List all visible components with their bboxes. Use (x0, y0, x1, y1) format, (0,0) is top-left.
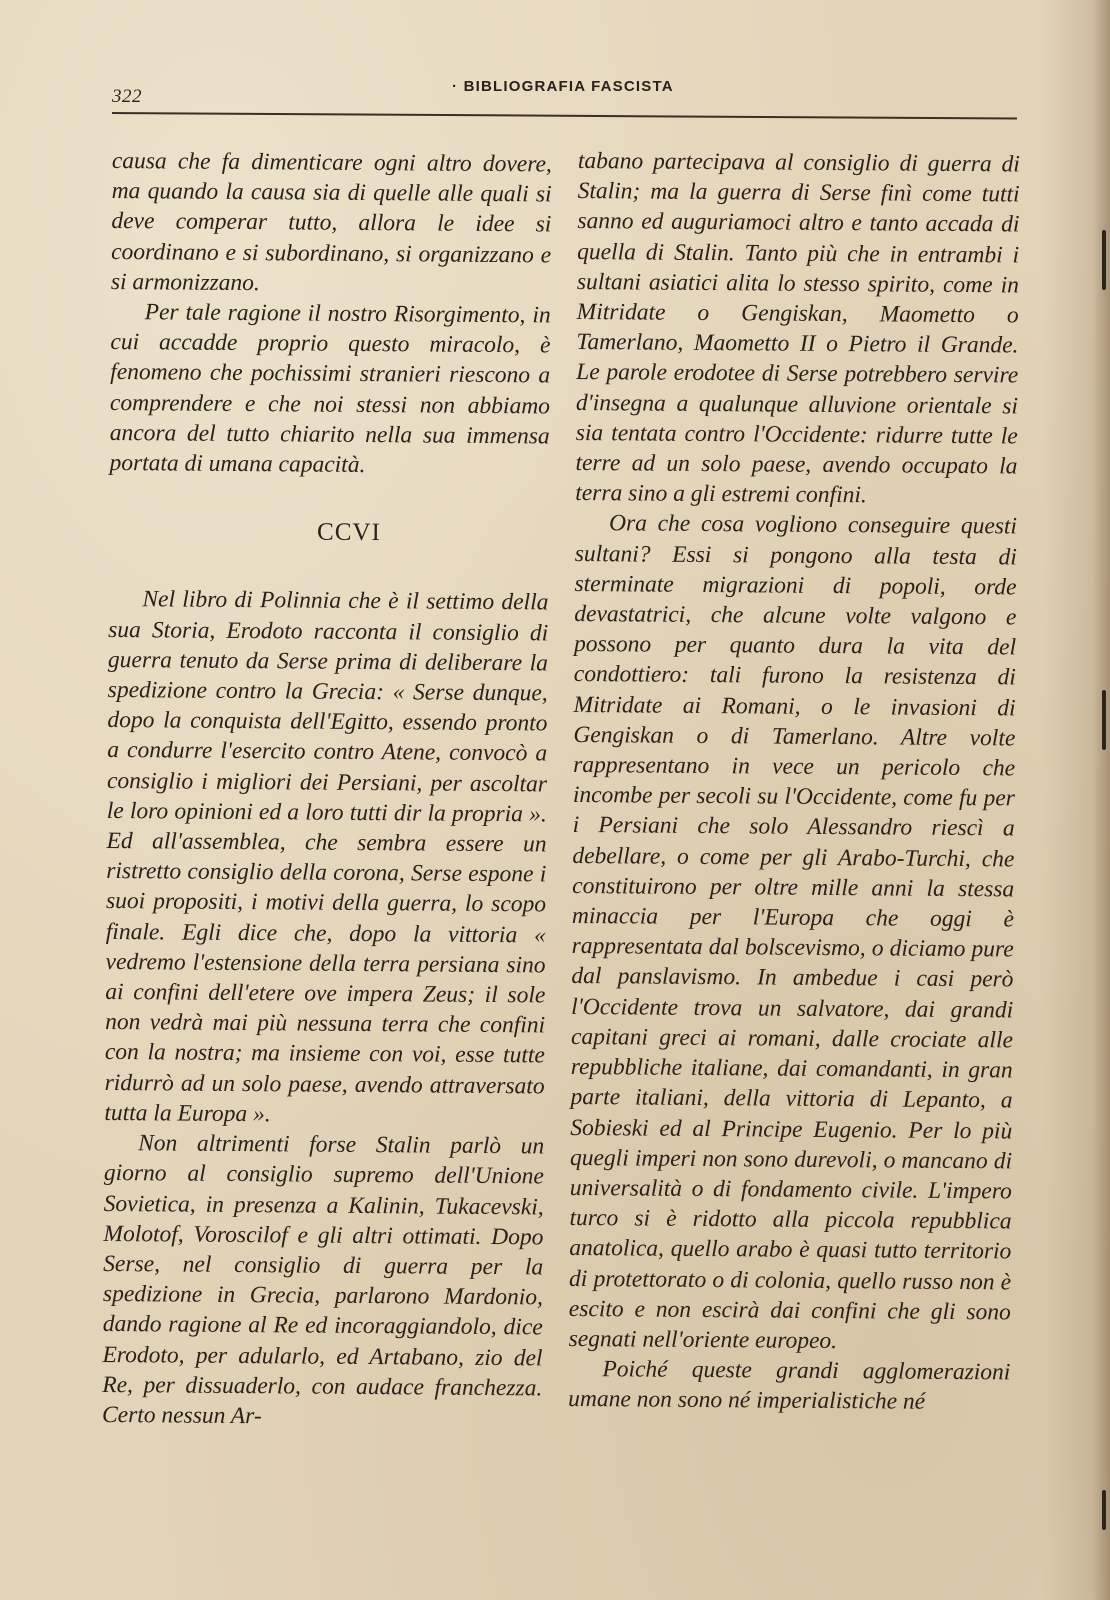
running-head (112, 78, 1020, 114)
paragraph: tabano partecipava al consiglio di guerra di Stalin; ma la guerra di Serse finì come tutti sanno ed auguriamoci altro e tanto accada di quella di Stalin. Tanto più che in entrambi i sultani asiatici alita lo stesso spirito, come in Mitridate o Gengiskan, Maometto o Tamerlano, Maometto II o Pietro il Grande. Le parole erodotee di Serse potrebbero servire d'insegna a qualunque alluvione orientale si sia tentata contro l'Occidente: ridurre tutte le terre ad un solo paese, avendo occupato la terra sino a gli estremi confini. (575, 147, 1020, 509)
section-heading: CCVI (316, 518, 381, 547)
paragraph: Ora che cosa vogliono conseguire questi sultani? Essi si pongono alla testa di sterminate migrazioni di popoli, orde devastatrici, che alcune volte valgono e possono per quanto dura la vita del condottiero: tali furono la resistenza di Mitridate ai Romani, o le invasioni di Gengiskan o di Tamerlano. Altre volte rappresentano in vece un pericolo che incombe per secoli su l'Occidente, come fu per i Persiani che solo Alessandro riescì a debellare, o come per gli Arabo-Turchi, che constituirono per oltre mille anni la stessa minaccia per l'Europa che oggi è rappresentata dal bolscevismo, o diciamo pure dal panslavismo. In ambedue i casi però l'Occidente trova un salvatore, dai grandi capitani greci ai romani, dalle crociate alle repubbliche italiane, dai comandanti, in gran parte italiani, della vittoria di Lepanto, a Sobieski ed al Principe Eugenio. Per lo più quegli imperi non sono durevoli, o mancano di universalità o di fondamento civile. L'impero turco si è ridotto alla piccola repubblica anatolica, quello arabo è quasi tutto territorio di protettorato o di colonia, quello russo non è escito e non escirà dai confini che gli sono segnati nell'oriente europeo. (568, 510, 1018, 1354)
journal-title: · BIBLIOGRAFIA FASCISTA (452, 78, 674, 95)
paragraph: Non altrimenti forse Stalin parlò un giorno al consiglio supremo dell'Unione Sovietica, in presenza a Kalinin, Tukacevski, Molotof, Voroscilof e gli altri ottimati. Dopo Serse, nel consiglio di guerra per la spedizione in Grecia, parlarono Mardonio, dando ragione al Re ed incoraggiandolo, dice Erodoto, per adularlo, ed Artabano, zio del Re, per dissuaderlo, con audace franchezza. Certo nessun Ar- (101, 1130, 545, 1430)
page-number: 322 (112, 86, 142, 107)
header-rule (112, 112, 1017, 119)
paragraph: Poiché queste grandi agglomerazioni umane non sono né imperialistiche né (568, 1356, 1011, 1416)
binding-mark (1102, 230, 1106, 290)
paragraph: Nel libro di Polinnia che è il settimo della sua Storia, Erodoto racconta il consiglio di guerra tenuto da Serse prima di deliberare la spedizione contro la Grecia: « Serse dunque, dopo la conquista dell'Egitto, essendo pronto a condurre l'esercito contro Atene, convocò a consiglio i migliori dei Persiani, per ascoltar le loro opinioni ed a loro tutti dir la propria ». Ed all'assemblea, che sembra essere un ristretto consiglio della corona, Serse espone i suoi propositi, i motivi della guerra, lo scopo finale. Egli dice che, dopo la vittoria « vedremo l'estensione della terra persiana sino ai confini dell'etere ove impera Zeus; il sole non vedrà mai più nessuna terra che confini con la nostra; ma insieme con voi, esse tutte ridurrò ad un solo paese, avendo attraversato tutta la Europa ». (104, 586, 549, 1128)
binding-mark (1102, 690, 1106, 750)
paragraph: Per tale ragione il nostro Risorgimento, in cui accadde proprio questo miracolo, è fenomeno che pochissimi stranieri riescono a comprendere e che noi stessi non abbiamo ancora del tutto chiarito nella sua immensa portata di umana capacità. (109, 299, 551, 479)
page-edge-shadow (1092, 0, 1110, 1600)
right-column (568, 146, 1020, 1418)
binding-mark (1102, 1490, 1106, 1530)
left-column (101, 146, 552, 1430)
paragraph: causa che fa dimenticare ogni altro dovere, ma quando la causa sia di quelle alle quali si deve comperar tutto, allora le idee si coordinano e si subordinano, si organizzano e si armonizzano. (110, 147, 552, 296)
